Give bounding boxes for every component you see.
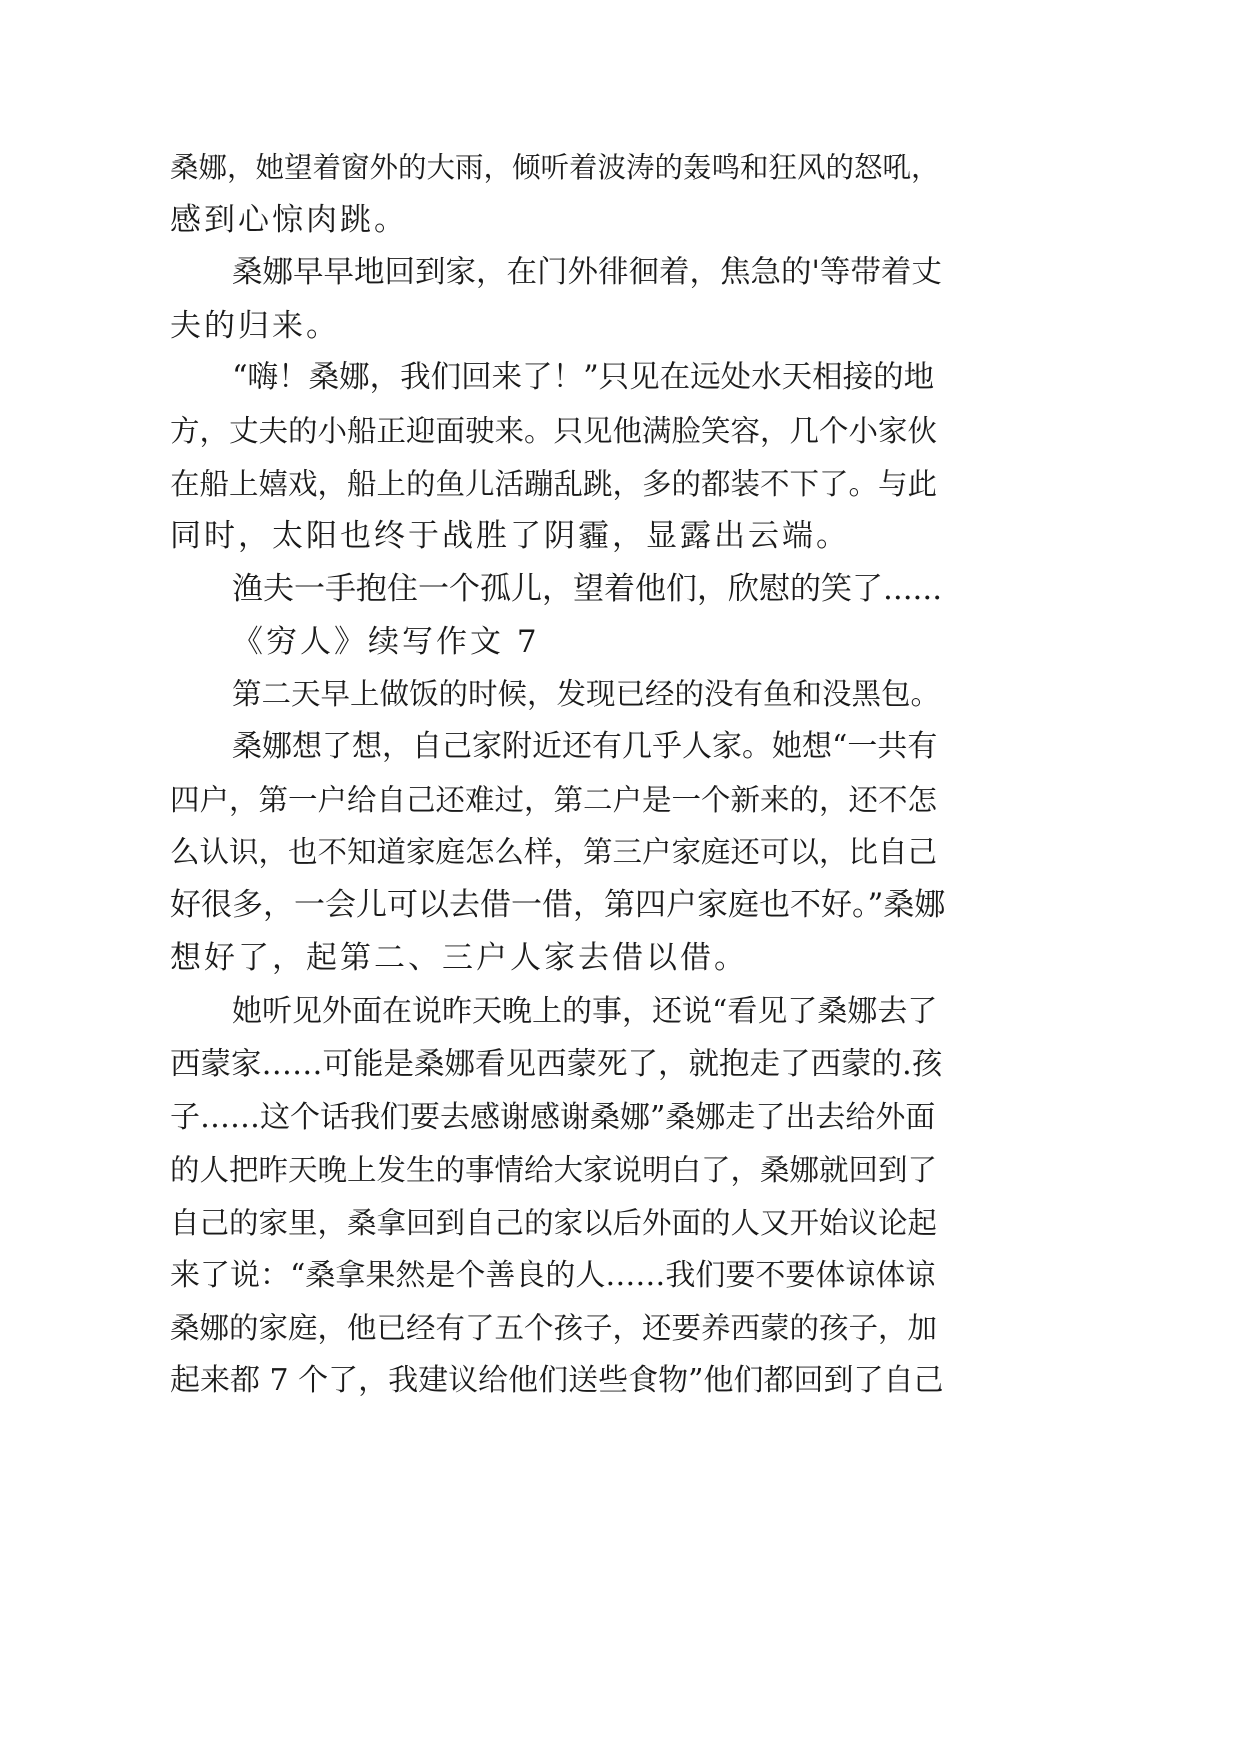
- text-line: 桑娜，她望着窗外的大雨，倾听着波涛的轰鸣和狂风的怒吼，: [170, 151, 940, 184]
- text-line: 感到心惊肉跳。: [170, 202, 408, 238]
- text-line: 夫的归来。: [170, 308, 340, 344]
- text-line: 来了说：“桑拿果然是个善良的人……我们要不要体谅体谅: [170, 1258, 936, 1293]
- text-line: 自己的家里，桑拿回到自己的家以后外面的人又开始议论起: [170, 1206, 938, 1240]
- text-line: 同时，太阳也终于战胜了阴霾，显露出云端。: [170, 518, 850, 554]
- text-line: 么认识，也不知道家庭怎么样，第三户家庭还可以，比自己: [170, 835, 938, 869]
- text-line: 她听见外面在说昨天晚上的事，还说“看见了桑娜去了: [232, 994, 938, 1029]
- text-line: 好很多，一会儿可以去借一借，第四户家庭也不好。”桑娜: [170, 887, 946, 923]
- text-line: 想好了，起第二、三户人家去借以借。: [170, 940, 748, 976]
- text-line: 西蒙家……可能是桑娜看见西蒙死了，就抱走了西蒙的.孩: [170, 1047, 943, 1082]
- text-line: 渔夫一手抱住一个孤儿，望着他们，欣慰的笑了......: [232, 571, 943, 607]
- text-line: 在船上嬉戏，船上的鱼儿活蹦乱跳，多的都装不下了。与此: [170, 467, 938, 501]
- text-line: 四户，第一户给自己还难过，第二户是一个新来的，还不怎: [170, 783, 938, 817]
- text-line: 桑娜的家庭，他已经有了五个孩子，还要养西蒙的孩子，加: [170, 1311, 938, 1345]
- text-line: 子……这个话我们要去感谢感谢桑娜”桑娜走了出去给外面: [170, 1100, 936, 1135]
- text-line: 起来都 7 个了，我建议给他们送些食物”他们都回到了自己: [170, 1363, 944, 1398]
- text-line: “嗨！桑娜，我们回来了！”只见在远处水天相接的地: [232, 360, 935, 395]
- section-heading: 《穷人》续写作文 7: [232, 624, 540, 660]
- text-line: 的人把昨天晚上发生的事情给大家说明白了，桑娜就回到了: [170, 1153, 938, 1187]
- text-line: 桑娜早早地回到家，在门外徘徊着，焦急的'等带着丈: [232, 255, 942, 290]
- text-line: 方，丈夫的小船正迎面驶来。只见他满脸笑容，几个小家伙: [170, 414, 938, 448]
- text-line: 第二天早上做饭的时候，发现已经的没有鱼和没黑包。: [232, 677, 941, 711]
- text-line: 桑娜想了想，自己家附近还有几乎人家。她想“一共有: [232, 729, 938, 764]
